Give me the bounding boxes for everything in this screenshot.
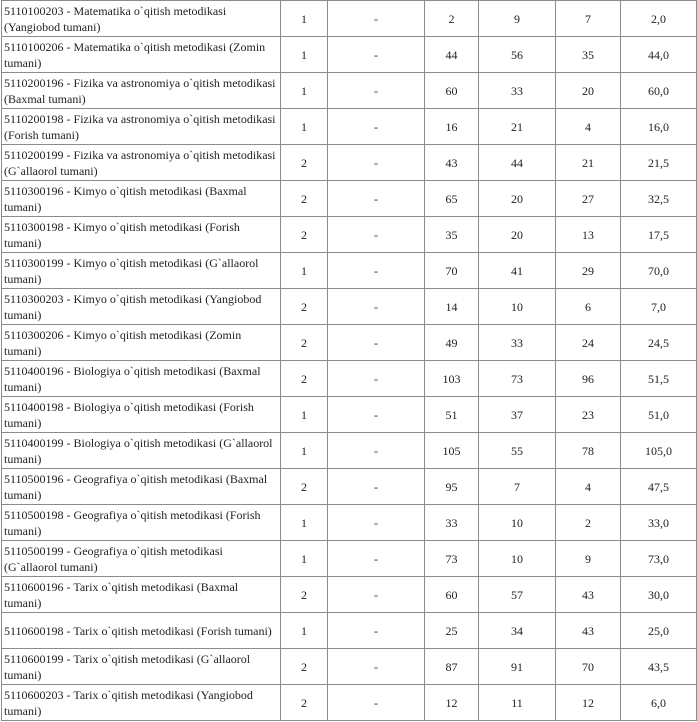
column-3-cell: 65 bbox=[425, 181, 479, 217]
column-5-cell: 4 bbox=[556, 469, 621, 505]
column-3-cell: 105 bbox=[425, 433, 479, 469]
table-row bbox=[2, 325, 697, 361]
column-3-cell: 70 bbox=[425, 253, 479, 289]
program-name-cell: 5110100203 - Matematika o`qitish metodikasi (Yangiobod tumani) bbox=[2, 1, 281, 37]
column-3-cell: 33 bbox=[425, 505, 479, 541]
column-4-cell: 10 bbox=[479, 289, 556, 325]
column-1-cell: 2 bbox=[281, 685, 328, 721]
column-3-cell: 43 bbox=[425, 145, 479, 181]
admission-table bbox=[1, 0, 697, 721]
column-2-cell: - bbox=[328, 397, 425, 433]
column-2-cell: - bbox=[328, 505, 425, 541]
program-name-cell: 5110600196 - Tarix o`qitish metodikasi (Baxmal tumani) bbox=[2, 577, 281, 613]
column-1-cell: 2 bbox=[281, 649, 328, 685]
column-5-cell: 2 bbox=[556, 505, 621, 541]
column-5-cell: 12 bbox=[556, 685, 621, 721]
table-row bbox=[2, 649, 697, 685]
table-row bbox=[2, 73, 697, 109]
column-4-cell: 55 bbox=[479, 433, 556, 469]
column-6-cell: 43,5 bbox=[621, 649, 697, 685]
column-3-cell: 60 bbox=[425, 73, 479, 109]
column-1-cell: 1 bbox=[281, 541, 328, 577]
column-6-cell: 6,0 bbox=[621, 685, 697, 721]
column-1-cell: 1 bbox=[281, 505, 328, 541]
table-row bbox=[2, 685, 697, 721]
column-4-cell: 57 bbox=[479, 577, 556, 613]
column-6-cell: 105,0 bbox=[621, 433, 697, 469]
program-name-cell: 5110100206 - Matematika o`qitish metodikasi (Zomin tumani) bbox=[2, 37, 281, 73]
table-row bbox=[2, 433, 697, 469]
column-6-cell: 24,5 bbox=[621, 325, 697, 361]
column-1-cell: 1 bbox=[281, 73, 328, 109]
table-row bbox=[2, 145, 697, 181]
column-6-cell: 17,5 bbox=[621, 217, 697, 253]
table-row bbox=[2, 397, 697, 433]
column-1-cell: 2 bbox=[281, 181, 328, 217]
program-name-cell: 5110500198 - Geografiya o`qitish metodikasi (Forish tumani) bbox=[2, 505, 281, 541]
column-5-cell: 9 bbox=[556, 541, 621, 577]
table-row bbox=[2, 613, 697, 649]
column-5-cell: 7 bbox=[556, 1, 621, 37]
column-2-cell: - bbox=[328, 469, 425, 505]
column-2-cell: - bbox=[328, 73, 425, 109]
column-3-cell: 44 bbox=[425, 37, 479, 73]
program-name-cell: 5110400196 - Biologiya o`qitish metodikasi (Baxmal tumani) bbox=[2, 361, 281, 397]
column-2-cell: - bbox=[328, 577, 425, 613]
table-row bbox=[2, 289, 697, 325]
program-name-cell: 5110300196 - Kimyo o`qitish metodikasi (Baxmal tumani) bbox=[2, 181, 281, 217]
program-name-cell: 5110300206 - Kimyo o`qitish metodikasi (Zomin tumani) bbox=[2, 325, 281, 361]
column-2-cell: - bbox=[328, 1, 425, 37]
column-4-cell: 10 bbox=[479, 541, 556, 577]
column-5-cell: 20 bbox=[556, 73, 621, 109]
column-4-cell: 33 bbox=[479, 73, 556, 109]
column-6-cell: 30,0 bbox=[621, 577, 697, 613]
column-4-cell: 44 bbox=[479, 145, 556, 181]
column-1-cell: 2 bbox=[281, 577, 328, 613]
column-2-cell: - bbox=[328, 325, 425, 361]
column-5-cell: 6 bbox=[556, 289, 621, 325]
column-2-cell: - bbox=[328, 541, 425, 577]
column-4-cell: 41 bbox=[479, 253, 556, 289]
program-name-cell: 5110300198 - Kimyo o`qitish metodikasi (Forish tumani) bbox=[2, 217, 281, 253]
column-6-cell: 70,0 bbox=[621, 253, 697, 289]
column-2-cell: - bbox=[328, 181, 425, 217]
table-row bbox=[2, 37, 697, 73]
table-row bbox=[2, 505, 697, 541]
column-2-cell: - bbox=[328, 217, 425, 253]
table-row bbox=[2, 217, 697, 253]
column-6-cell: 2,0 bbox=[621, 1, 697, 37]
column-6-cell: 25,0 bbox=[621, 613, 697, 649]
program-name-cell: 5110200199 - Fizika va astronomiya o`qitish metodikasi (G`allaorol tumani) bbox=[2, 145, 281, 181]
column-3-cell: 2 bbox=[425, 1, 479, 37]
column-1-cell: 1 bbox=[281, 397, 328, 433]
program-name-cell: 5110300203 - Kimyo o`qitish metodikasi (Yangiobod tumani) bbox=[2, 289, 281, 325]
column-6-cell: 16,0 bbox=[621, 109, 697, 145]
column-4-cell: 33 bbox=[479, 325, 556, 361]
column-6-cell: 32,5 bbox=[621, 181, 697, 217]
column-6-cell: 60,0 bbox=[621, 73, 697, 109]
column-4-cell: 20 bbox=[479, 217, 556, 253]
column-5-cell: 43 bbox=[556, 613, 621, 649]
column-6-cell: 51,0 bbox=[621, 397, 697, 433]
column-1-cell: 1 bbox=[281, 253, 328, 289]
program-name-cell: 5110600198 - Tarix o`qitish metodikasi (Forish tumani) bbox=[2, 613, 281, 649]
column-5-cell: 29 bbox=[556, 253, 621, 289]
column-6-cell: 21,5 bbox=[621, 145, 697, 181]
column-5-cell: 35 bbox=[556, 37, 621, 73]
table-row bbox=[2, 1, 697, 37]
column-4-cell: 21 bbox=[479, 109, 556, 145]
column-4-cell: 9 bbox=[479, 1, 556, 37]
program-name-cell: 5110400199 - Biologiya o`qitish metodikasi (G`allaorol tumani) bbox=[2, 433, 281, 469]
column-6-cell: 73,0 bbox=[621, 541, 697, 577]
column-4-cell: 7 bbox=[479, 469, 556, 505]
program-name-cell: 5110200198 - Fizika va astronomiya o`qitish metodikasi (Forish tumani) bbox=[2, 109, 281, 145]
column-5-cell: 13 bbox=[556, 217, 621, 253]
table-row bbox=[2, 541, 697, 577]
column-3-cell: 35 bbox=[425, 217, 479, 253]
column-2-cell: - bbox=[328, 649, 425, 685]
column-6-cell: 7,0 bbox=[621, 289, 697, 325]
column-1-cell: 2 bbox=[281, 145, 328, 181]
column-3-cell: 95 bbox=[425, 469, 479, 505]
column-3-cell: 14 bbox=[425, 289, 479, 325]
column-4-cell: 20 bbox=[479, 181, 556, 217]
table-row bbox=[2, 577, 697, 613]
table-body bbox=[2, 1, 697, 721]
column-5-cell: 43 bbox=[556, 577, 621, 613]
column-1-cell: 2 bbox=[281, 361, 328, 397]
column-5-cell: 70 bbox=[556, 649, 621, 685]
column-5-cell: 96 bbox=[556, 361, 621, 397]
column-3-cell: 87 bbox=[425, 649, 479, 685]
column-4-cell: 73 bbox=[479, 361, 556, 397]
column-4-cell: 37 bbox=[479, 397, 556, 433]
program-name-cell: 5110300199 - Kimyo o`qitish metodikasi (G`allaorol tumani) bbox=[2, 253, 281, 289]
program-name-cell: 5110400198 - Biologiya o`qitish metodikasi (Forish tumani) bbox=[2, 397, 281, 433]
program-name-cell: 5110500196 - Geografiya o`qitish metodikasi (Baxmal tumani) bbox=[2, 469, 281, 505]
column-3-cell: 16 bbox=[425, 109, 479, 145]
column-1-cell: 1 bbox=[281, 613, 328, 649]
program-name-cell: 5110600199 - Tarix o`qitish metodikasi (G`allaorol tumani) bbox=[2, 649, 281, 685]
column-2-cell: - bbox=[328, 433, 425, 469]
program-name-cell: 5110200196 - Fizika va astronomiya o`qitish metodikasi (Baxmal tumani) bbox=[2, 73, 281, 109]
column-2-cell: - bbox=[328, 37, 425, 73]
column-3-cell: 12 bbox=[425, 685, 479, 721]
program-name-cell: 5110600203 - Tarix o`qitish metodikasi (Yangiobod tumani) bbox=[2, 685, 281, 721]
column-4-cell: 11 bbox=[479, 685, 556, 721]
column-2-cell: - bbox=[328, 109, 425, 145]
program-name-cell: 5110500199 - Geografiya o`qitish metodikasi (G`allaorol tumani) bbox=[2, 541, 281, 577]
table-row bbox=[2, 469, 697, 505]
column-6-cell: 47,5 bbox=[621, 469, 697, 505]
column-1-cell: 2 bbox=[281, 289, 328, 325]
column-5-cell: 4 bbox=[556, 109, 621, 145]
column-2-cell: - bbox=[328, 361, 425, 397]
column-2-cell: - bbox=[328, 253, 425, 289]
table-row bbox=[2, 109, 697, 145]
column-3-cell: 60 bbox=[425, 577, 479, 613]
column-4-cell: 34 bbox=[479, 613, 556, 649]
column-2-cell: - bbox=[328, 685, 425, 721]
column-5-cell: 23 bbox=[556, 397, 621, 433]
column-3-cell: 25 bbox=[425, 613, 479, 649]
column-4-cell: 56 bbox=[479, 37, 556, 73]
column-5-cell: 78 bbox=[556, 433, 621, 469]
column-5-cell: 27 bbox=[556, 181, 621, 217]
table-row bbox=[2, 361, 697, 397]
column-6-cell: 44,0 bbox=[621, 37, 697, 73]
column-5-cell: 24 bbox=[556, 325, 621, 361]
column-1-cell: 2 bbox=[281, 325, 328, 361]
column-2-cell: - bbox=[328, 613, 425, 649]
column-4-cell: 91 bbox=[479, 649, 556, 685]
column-1-cell: 1 bbox=[281, 1, 328, 37]
column-1-cell: 2 bbox=[281, 469, 328, 505]
column-2-cell: - bbox=[328, 145, 425, 181]
column-1-cell: 1 bbox=[281, 37, 328, 73]
column-5-cell: 21 bbox=[556, 145, 621, 181]
column-1-cell: 1 bbox=[281, 433, 328, 469]
column-3-cell: 73 bbox=[425, 541, 479, 577]
column-6-cell: 51,5 bbox=[621, 361, 697, 397]
column-3-cell: 103 bbox=[425, 361, 479, 397]
column-4-cell: 10 bbox=[479, 505, 556, 541]
table-row bbox=[2, 253, 697, 289]
column-3-cell: 51 bbox=[425, 397, 479, 433]
column-3-cell: 49 bbox=[425, 325, 479, 361]
table-row bbox=[2, 181, 697, 217]
column-2-cell: - bbox=[328, 289, 425, 325]
column-1-cell: 2 bbox=[281, 217, 328, 253]
column-1-cell: 1 bbox=[281, 109, 328, 145]
column-6-cell: 33,0 bbox=[621, 505, 697, 541]
